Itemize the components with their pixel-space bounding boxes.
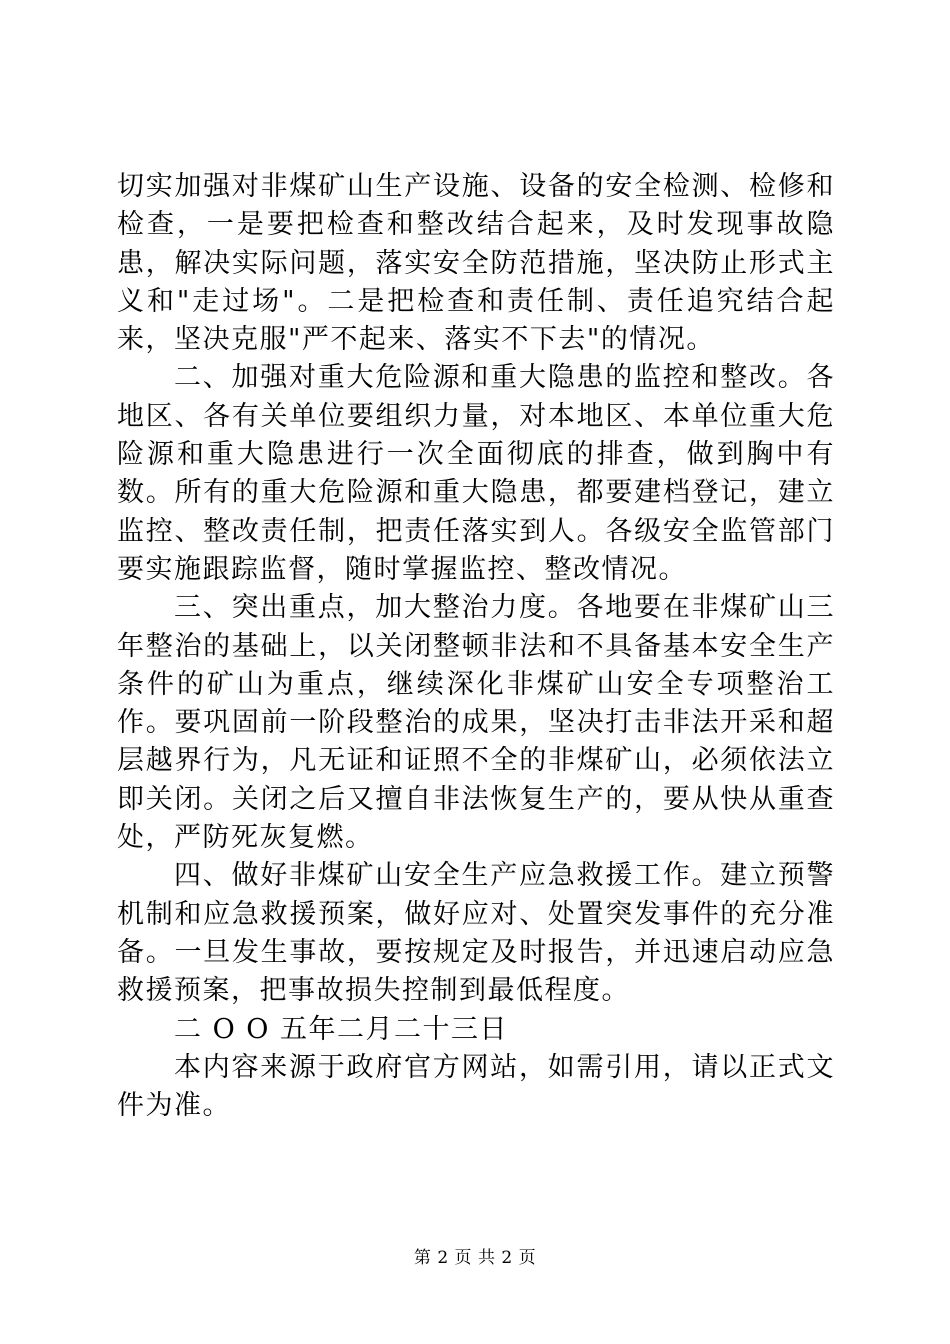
body-paragraph-2: 二、加强对重大危险源和重大隐患的监控和整改。各地区、各有关单位要组织力量，对本地区、本单位重大危险源和重大隐患进行一次全面彻底的排查，做到胸中有数。所有的重大危险源和重大隐患，都要建档登记，建立监控、整改责任制，把责任落实到人。各级安全监管部门要实施跟踪监督，随时掌握监控、整改情况。 <box>117 362 835 585</box>
page-number: 第 2 页 共 2 页 <box>413 1248 537 1268</box>
page-footer <box>0 1243 950 1268</box>
document-date: 二 O O 五年二月二十三日 <box>174 1013 509 1045</box>
document-body <box>117 168 835 1125</box>
body-paragraph-3: 三、突出重点，加大整治力度。各地要在非煤矿山三年整治的基础上，以关闭整顿非法和不具备基本安全生产条件的矿山为重点，继续深化非煤矿山安全专项整治工作。要巩固前一阶段整治的成果，坚决打击非法开采和超层越界行为，凡无证和证照不全的非煤矿山，必须依法立即关闭。关闭之后又擅自非法恢复生产的，要从快从重查处，严防死灰复燃。 <box>117 592 835 854</box>
body-paragraph-1: 切实加强对非煤矿山生产设施、设备的安全检测、检修和检查，一是要把检查和整改结合起来，及时发现事故隐患，解决实际问题，落实安全防范措施，坚决防止形式主义和"走过场"。二是把检查和责任制、责任追究结合起来，坚决克服"严不起来、落实不下去"的情况。 <box>117 171 835 356</box>
source-note: 本内容来源于政府官方网站，如需引用，请以正式文件为准。 <box>117 1051 835 1122</box>
body-paragraph-4: 四、做好非煤矿山安全生产应急救援工作。建立预警机制和应急救援预案，做好应对、处置突发事件的充分准备。一旦发生事故，要按规定及时报告，并迅速启动应急救援预案，把事故损失控制到最低程度。 <box>117 860 835 1007</box>
